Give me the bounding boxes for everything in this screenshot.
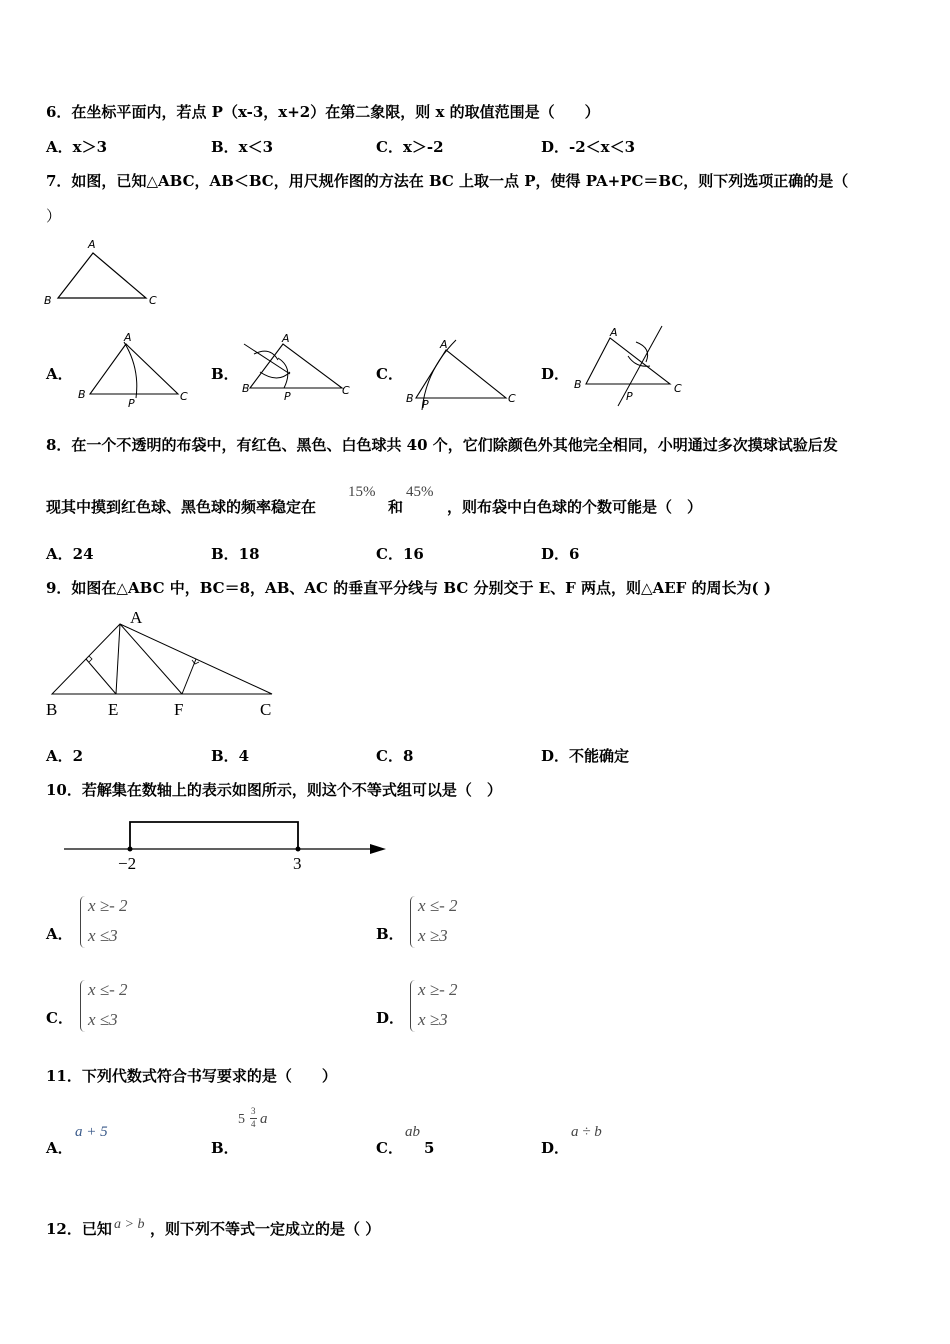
q11-expr-b-var: a [260,1111,268,1127]
q7-option-b: B． [211,365,239,383]
q9-option-b: B．4 [211,747,250,765]
q11-expr-d: a ÷ b [571,1124,602,1140]
q10-stem: 10．若解集在数轴上的表示如图所示，则这个不等式组可以是（ ） [46,781,502,799]
q7-triangle-figure [40,232,170,310]
q7c-label-c: C [508,392,516,405]
q9-option-c: C．8 [376,747,414,765]
q7-label-b: B [44,294,52,307]
q6-option-d: D．-2＜x＜3 [541,138,636,156]
q12-stem-a: 12．已知 [46,1220,112,1238]
q7c-label-b: B [406,392,414,405]
q11-stem: 11．下列代数式符合书写要求的是（ ） [46,1067,337,1085]
q9-label-c: C [260,700,272,719]
q11-expr-b-num: 3 [251,1106,256,1116]
q10-b-line2: x ≥3 [418,926,448,945]
q10-option-a: A． [46,925,73,943]
q10-d-brace [410,980,415,1032]
q11-expr-c-subscript: 5 [424,1139,435,1157]
q10-option-d: D． [376,1009,405,1027]
q9-option-a: A．2 [46,747,84,765]
q6-stem: 6．在坐标平面内，若点 P（x-3，x+2）在第二象限，则 x 的取值范围是（ ） [46,103,600,121]
q9-label-b: B [46,700,58,719]
q8-pct-2: 45% [406,484,434,500]
q7-figure-d [570,322,690,408]
q7-option-a: A． [46,365,73,383]
q7-label-c: C [149,294,157,307]
q8-stem: 8．在一个不透明的布袋中，有红色、黑色、白色球共 40 个，它们除颜色外其他完全相同，小明通过多次摸球试验后发 [46,436,838,454]
q10-b-line1: x ≤- 2 [418,896,458,915]
q6-option-b: B．x＜3 [211,138,274,156]
q7a-label-p: P [128,397,135,410]
q7d-label-b: B [574,378,582,391]
q10-c-line2: x ≤3 [88,1010,118,1029]
q10-b-brace [410,896,415,948]
q10-a-line1: x ≥- 2 [88,896,128,915]
q8-option-b: B．18 [211,545,260,563]
q10-option-b: B． [376,925,404,943]
q7c-label-a: A [440,338,448,351]
q7d-label-c: C [674,382,682,395]
q9-triangle-figure [40,604,290,722]
q7d-label-p: P [626,390,633,403]
q8-stem-line2-c: ，则布袋中白色球的个数可能是（ ） [447,498,703,516]
q7-figure-c [402,334,522,412]
q10-axis-label-3: 3 [293,854,302,873]
q6-option-a: A．x＞3 [46,138,108,156]
q7b-label-b: B [242,382,250,395]
q7b-label-p: P [284,390,291,403]
q12-stem-b: ，则下列不等式一定成立的是（ ） [150,1220,381,1238]
q11-expr-b-int: 5 [238,1112,245,1127]
q8-option-a: A．24 [46,545,94,563]
q11-expr-b-den: 4 [251,1119,256,1129]
q8-option-c: C．16 [376,545,424,563]
q11-expr-a: a + 5 [75,1124,108,1140]
q7-figure-b [238,328,358,406]
q10-d-line2: x ≥3 [418,1010,448,1029]
q11-option-c: C． [376,1139,403,1157]
q10-c-brace [80,980,85,1032]
q8-stem-line2-a: 现其中摸到红色球、黑色球的频率稳定在 [46,498,317,516]
q10-c-line1: x ≤- 2 [88,980,128,999]
q7a-label-c: C [180,390,188,403]
q9-stem: 9．如图在△ABC 中，BC＝8，AB、AC 的垂直平分线与 BC 分别交于 E、F 两点，则△AEF 的周长为( ) [46,579,771,597]
q11-option-a: A． [46,1139,73,1157]
q6-option-c: C．x＞-2 [376,138,444,156]
q7b-label-a: A [282,332,290,345]
q10-number-line [60,814,400,874]
q7-stem: 7．如图，已知△ABC，AB＜BC，用尺规作图的方法在 BC 上取一点 P，使得 PA+PC＝BC，则下列选项正确的是（ [46,172,849,190]
q7a-label-a: A [124,331,132,344]
q9-option-d: D．不能确定 [541,747,630,765]
q9-label-a: A [130,608,143,627]
q7c-label-p: P [422,398,429,411]
q9-label-e: E [108,700,119,719]
q7-option-c: C． [376,365,403,383]
q7d-label-a: A [610,326,618,339]
q8-stem-line2-b: 和 [388,498,404,516]
q11-expr-c: ab [405,1124,420,1140]
q7-figure-a [74,330,194,410]
q11-option-d: D． [541,1139,570,1157]
q11-option-b: B． [211,1139,239,1157]
q10-d-line1: x ≥- 2 [418,980,458,999]
q8-pct-1: 15% [348,484,376,500]
q10-a-brace [80,896,85,948]
q10-a-line2: x ≤3 [88,926,118,945]
q7b-label-c: C [342,384,350,397]
q7a-label-b: B [78,388,86,401]
q8-option-d: D．6 [541,545,580,563]
q7-label-a: A [88,238,96,251]
q9-label-f: F [174,700,184,719]
q12-expr: a > b [114,1217,145,1232]
q7-option-d: D． [541,365,570,383]
q10-axis-label-neg2: −2 [118,854,137,873]
q7-stem-tail: ） [46,207,62,225]
q10-option-c: C． [46,1009,73,1027]
